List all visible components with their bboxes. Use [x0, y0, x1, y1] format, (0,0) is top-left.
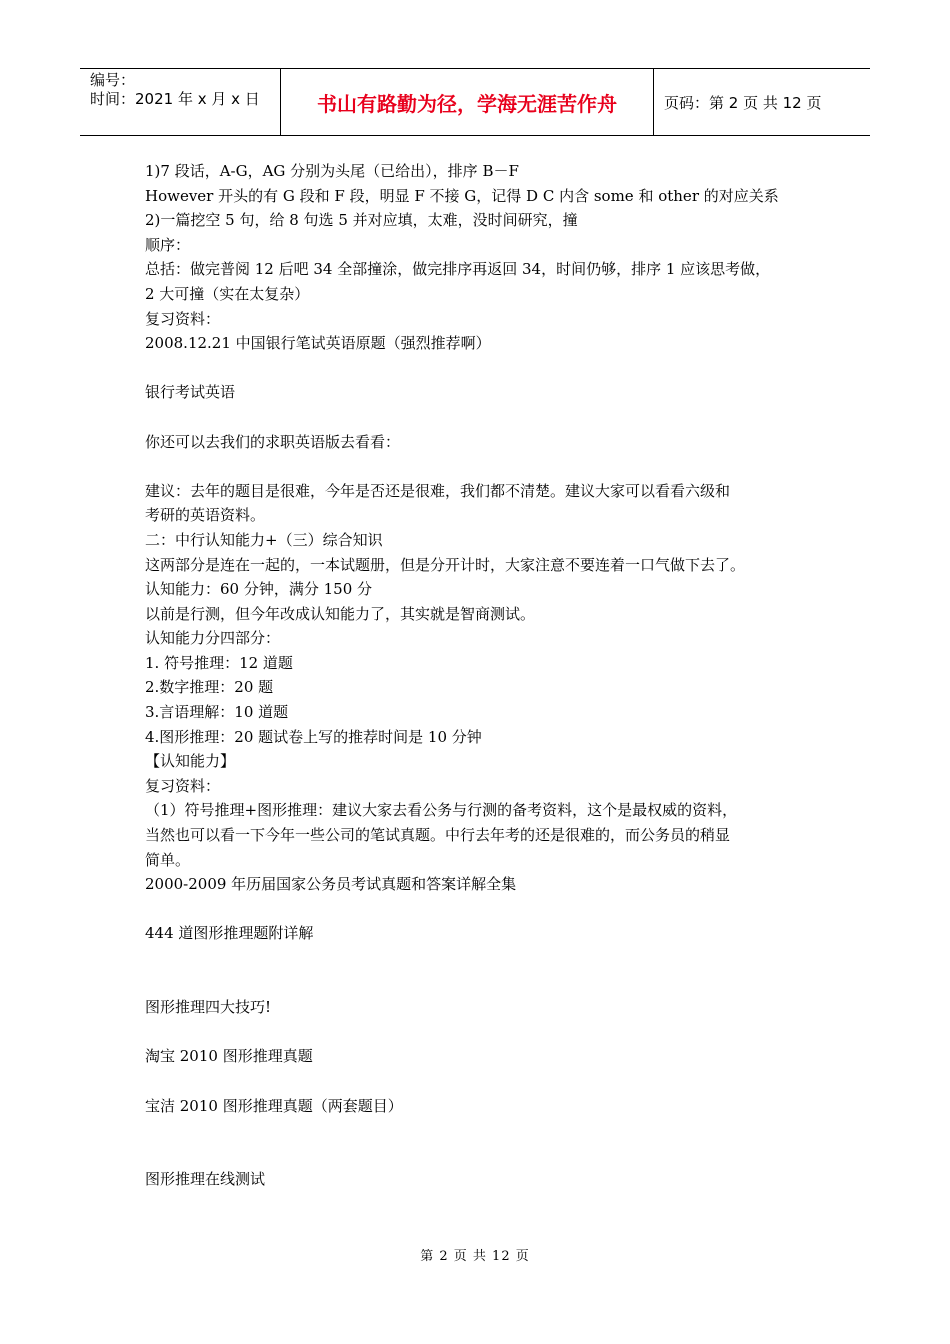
page-footer: 第 2 页 共 12 页 [420, 1249, 530, 1264]
body-line: 2 大可撞（实在太复杂） [145, 284, 310, 303]
body-line: 宝洁 2010 图形推理真题（两套题目） [145, 1096, 403, 1115]
body-line: 认知能力：60 分钟，满分 150 分 [145, 580, 373, 599]
body-line: 考研的英语资料。 [145, 506, 266, 525]
body-line: 图形推理四大技巧! [145, 998, 272, 1017]
body-line: 2.数字推理：20 题 [145, 678, 274, 697]
body-line: 1)7 段话，A-G，AG 分别为头尾（已给出），排序 B－F [145, 162, 519, 180]
body-line: 3.言语理解：10 道题 [145, 703, 289, 722]
body-line: 2000-2009 年历届国家公务员考试真题和答案详解全集 [145, 875, 517, 894]
body-line: 4.图形推理：20 题试卷上写的推荐时间是 10 分钟 [145, 727, 482, 746]
body-line: 银行考试英语 [145, 383, 236, 402]
body-line: （1）符号推理+图形推理：建议大家去看公务与行测的备考资料，这个是最权威的资料， [145, 801, 738, 820]
body-line: 复习资料： [145, 309, 221, 328]
document-date: 时间：2021 年 x 月 x 日 [90, 90, 260, 108]
body-line: 444 道图形推理题附详解 [145, 924, 314, 943]
body-line: 2008.12.21 中国银行笔试英语原题（强烈推荐啊） [145, 334, 491, 353]
body-line: 这两部分是连在一起的，一本试题册，但是分开计时，大家注意不要连着一口气做下去了。 [145, 555, 746, 574]
document-body [145, 159, 825, 1192]
body-line: 简单。 [145, 850, 191, 869]
body-line: 顺序： [145, 235, 191, 254]
body-line: 当然也可以看一下今年一些公司的笔试真题。中行去年考的还是很难的，而公务员的稍显 [145, 826, 731, 845]
body-line: 2)一篇挖空 5 句，给 8 句选 5 并对应填，太难，没时间研究，撞 [145, 211, 578, 230]
header-page-info: 页码：第 2 页 共 12 页 [664, 93, 822, 112]
body-line: 二：中行认知能力+（三）综合知识 [145, 530, 383, 549]
body-line: 以前是行测，但今年改成认知能力了，其实就是智商测试。 [145, 604, 536, 623]
document-number-label: 编号： [90, 71, 136, 89]
body-line: 1. 符号推理：12 道题 [145, 653, 293, 672]
body-line: 【认知能力】 [145, 752, 236, 771]
body-line: 你还可以去我们的求职英语版去看看： [145, 432, 401, 451]
body-line: However 开头的有 G 段和 F 段，明显 F 不接 G，记得 D C 内含 some 和 other 的对应关系 [145, 186, 779, 205]
page-header [80, 68, 870, 136]
body-line: 淘宝 2010 图形推理真题 [145, 1047, 313, 1066]
body-line: 图形推理在线测试 [145, 1170, 266, 1189]
header-motto: 书山有路勤为径，学海无涯苦作舟 [281, 69, 654, 135]
body-line: 建议：去年的题目是很难，今年是否还是很难，我们都不清楚。建议大家可以看看六级和 [145, 481, 731, 500]
body-line: 复习资料： [145, 776, 221, 795]
body-line: 认知能力分四部分： [145, 629, 281, 648]
body-line: 总括：做完普阅 12 后吧 34 全部撞涂，做完排序再返回 34，时间仍够，排序 1 应该思考做， [145, 260, 771, 279]
header-meta [80, 69, 281, 135]
